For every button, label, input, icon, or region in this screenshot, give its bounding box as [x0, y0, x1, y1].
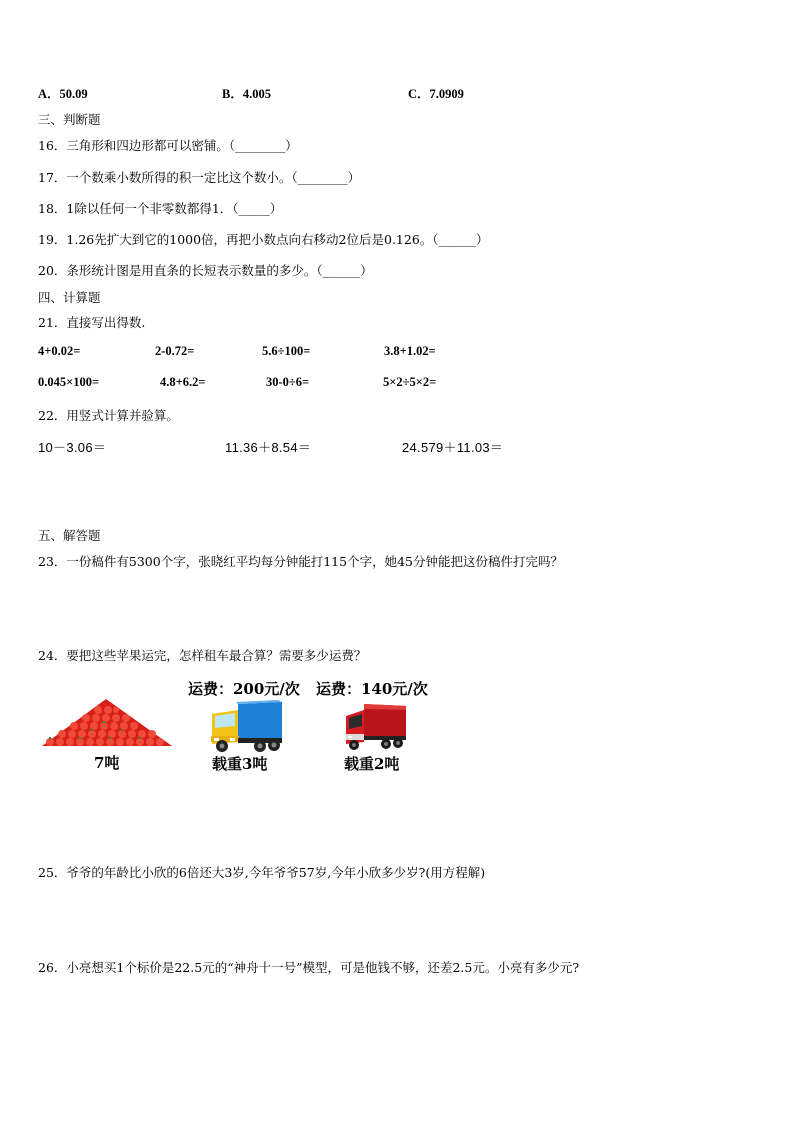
blue-truck-icon	[208, 700, 284, 754]
question-22: 22．用竖式计算并验算。	[38, 408, 179, 423]
calc-item: 2-0.72=	[155, 344, 195, 358]
calc-item: 5×2÷5×2=	[383, 375, 437, 389]
calc-item: 30-0÷6=	[266, 375, 310, 389]
vertical-calc-item: 24.579＋11.03＝	[402, 440, 504, 455]
vertical-calc-item: 11.36＋8.54＝	[225, 440, 312, 455]
apple-pile-icon	[40, 696, 174, 750]
fee-label-red-truck: 运费：140元/次	[316, 680, 428, 698]
option-c: C．7.0909	[408, 87, 464, 101]
option-a: A．50.09	[38, 87, 88, 101]
question-25: 25．爷爷的年龄比小欣的6倍还大3岁,今年爷爷57岁,今年小欣多少岁?(用方程解)	[38, 865, 486, 880]
fee-label-blue-truck: 运费：200元/次	[188, 680, 300, 698]
section-solve-heading: 五、解答题	[38, 528, 101, 543]
question-17: 17．一个数乘小数所得的积一定比这个数小。（________）	[38, 170, 361, 185]
blue-truck-capacity-label: 载重3吨	[212, 755, 268, 773]
apples-weight-label: 7吨	[94, 754, 120, 772]
question-23: 23．一份稿件有5300个字，张晓红平均每分钟能打115个字，她45分钟能把这份稿件打完吗？	[38, 554, 563, 569]
section-calc-heading: 四、计算题	[38, 290, 101, 305]
calc-item: 4+0.02=	[38, 344, 81, 358]
question-18: 18．1除以任何一个非零数都得1．（_____）	[38, 201, 283, 216]
option-b: B．4.005	[222, 87, 271, 101]
question-21: 21．直接写出得数.	[38, 315, 146, 330]
vertical-calc-item: 10－3.06＝	[38, 440, 107, 455]
calc-item: 3.8+1.02=	[384, 344, 436, 358]
section-judge-heading: 三、判断题	[38, 112, 101, 127]
calc-item: 4.8+6.2=	[160, 375, 206, 389]
red-truck-icon	[342, 702, 408, 752]
question-16: 16．三角形和四边形都可以密铺。（________）	[38, 138, 298, 153]
calc-item: 5.6÷100=	[262, 344, 311, 358]
question-20: 20．条形统计图是用直条的长短表示数量的多少。（______）	[38, 263, 373, 278]
red-truck-capacity-label: 载重2吨	[344, 755, 400, 773]
calc-item: 0.045×100=	[38, 375, 100, 389]
question-24: 24．要把这些苹果运完，怎样租车最合算？需要多少运费？	[38, 648, 367, 663]
question-19: 19．1.26先扩大到它的1000倍，再把小数点向右移动2位后是0.126。（______）	[38, 232, 489, 247]
question-26: 26．小亮想买1个标价是22.5元的“神舟十一号”模型，可是他钱不够，还差2.5元。小亮有多少元?	[38, 960, 580, 975]
